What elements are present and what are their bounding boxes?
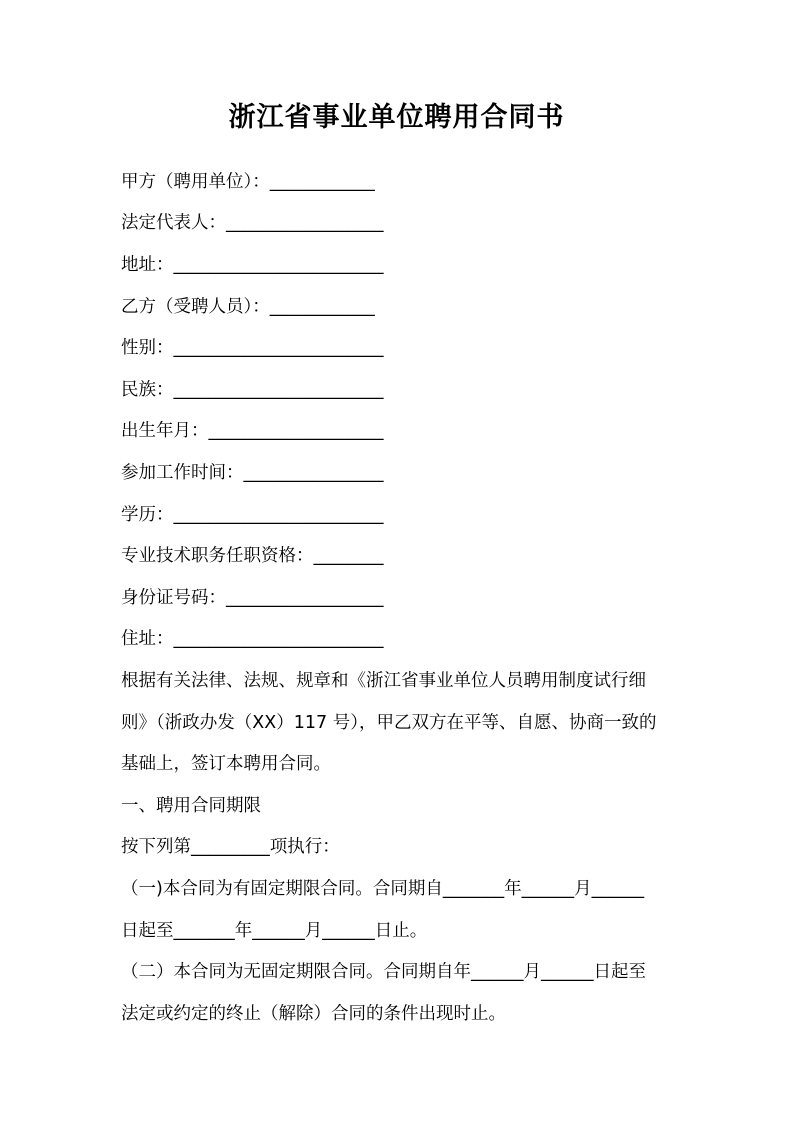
field-legal-representative: 法定代表人：__________________ — [121, 213, 384, 233]
clause-line: 日起至_______年______月______日止。 — [121, 921, 428, 941]
field-birth-date: 出生年月：____________________ — [121, 421, 384, 441]
document-title: 浙江省事业单位聘用合同书 — [228, 102, 565, 133]
field-address: 地址：________________________ — [121, 255, 384, 275]
intro-paragraph-line: 则》（浙政办发（XX）117 号），甲乙双方在平等、自愿、协商一致的 — [121, 713, 657, 733]
field-party-a: 甲方（聘用单位）：____________ — [121, 172, 375, 192]
field-ethnicity: 民族：________________________ — [121, 380, 384, 400]
field-gender: 性别：________________________ — [121, 338, 384, 358]
intro-paragraph-line: 基础上，签订本聘用合同。 — [121, 754, 331, 774]
field-education: 学历：________________________ — [121, 505, 384, 525]
section-heading: 一、聘用合同期限 — [121, 796, 261, 816]
clause-line: 法定或约定的终止（解除）合同的条件出现时止。 — [121, 1004, 506, 1024]
field-professional-qualification: 专业技术职务任职资格：________ — [121, 546, 384, 566]
clause-line: （二）本合同为无固定期限合同。合同期自年______月______日起至 — [121, 962, 646, 982]
clause-line: （一)本合同为有固定期限合同。合同期自_______年______月______ — [121, 879, 645, 899]
field-party-b: 乙方（受聘人员）：____________ — [121, 297, 375, 317]
field-work-start-date: 参加工作时间：________________ — [121, 463, 384, 483]
clause-line: 按下列第_________项执行： — [121, 837, 340, 857]
field-residence: 住址：________________________ — [121, 629, 384, 649]
intro-paragraph-line: 根据有关法律、法规、规章和《浙江省事业单位人员聘用制度试行细 — [121, 671, 646, 691]
field-id-number: 身份证号码：__________________ — [121, 588, 384, 608]
